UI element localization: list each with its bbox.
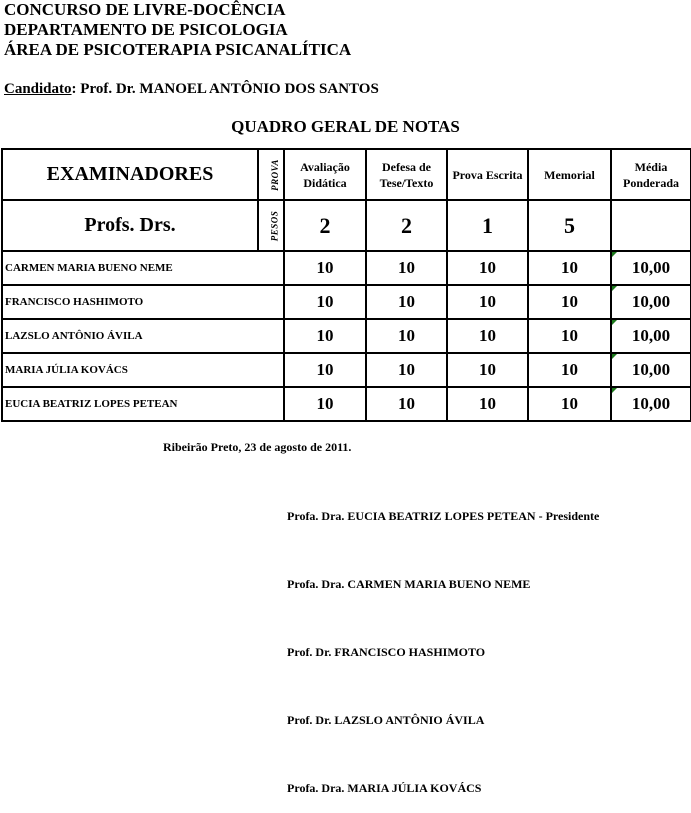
examinadores-header: EXAMINADORES [2,149,258,200]
media-cell: 10,00 [611,285,691,319]
col-header-prova-escrita: Prova Escrita [447,149,528,200]
examiner-name: CARMEN MARIA BUENO NEME [2,251,284,285]
score-cell: 10 [284,319,366,353]
score-cell: 10 [447,251,528,285]
score-cell: 10 [528,285,611,319]
score-cell: 10 [528,251,611,285]
weights-row [2,200,691,251]
profs-header: Profs. Drs. [2,200,258,251]
score-cell: 10 [366,387,447,421]
col-header-defesa: Defesa de Tese/Texto [366,149,447,200]
table-row [2,387,691,421]
score-cell: 10 [447,285,528,319]
pesos-label: PESOS [258,200,284,251]
header-line-1: CONCURSO DE LIVRE-DOCÊNCIA [4,0,286,19]
signature-line: Profa. Dra. CARMEN MARIA BUENO NEME [287,577,531,591]
media-cell: 10,00 [611,251,691,285]
media-cell: 10,00 [611,387,691,421]
place-date: Ribeirão Preto, 23 de agosto de 2011. [163,440,352,454]
score-cell: 10 [284,251,366,285]
score-cell: 10 [528,387,611,421]
table-row [2,251,691,285]
prova-label: PROVA [258,149,284,200]
header-row [2,149,691,200]
weight-avaliacao: 2 [284,200,366,251]
examiner-name: MARIA JÚLIA KOVÁCS [2,353,284,387]
candidate-line [4,81,379,98]
table-row [2,319,691,353]
score-cell: 10 [447,319,528,353]
score-cell: 10 [366,251,447,285]
col-header-memorial: Memorial [528,149,611,200]
header-line-2: DEPARTAMENTO DE PSICOLOGIA [4,20,288,39]
header-line-3: ÁREA DE PSICOTERAPIA PSICANALÍTICA [4,40,352,59]
cell-marker-icon [612,388,617,393]
candidate-label: Candidato [4,81,72,97]
table-title: QUADRO GERAL DE NOTAS [231,117,460,136]
candidate-name: : Prof. Dr. MANOEL ANTÔNIO DOS SANTOS [71,81,379,97]
signature-line: Profa. Dra. MARIA JÚLIA KOVÁCS [287,781,482,795]
grades-table [1,148,691,422]
weight-memorial: 5 [528,200,611,251]
score-cell: 10 [284,353,366,387]
cell-marker-icon [612,252,617,257]
score-cell: 10 [528,353,611,387]
table-row [2,285,691,319]
score-cell: 10 [284,285,366,319]
signature-line: Prof. Dr. LAZSLO ANTÔNIO ÁVILA [287,713,485,727]
media-cell: 10,00 [611,353,691,387]
score-cell: 10 [528,319,611,353]
weight-defesa: 2 [366,200,447,251]
examiner-name: FRANCISCO HASHIMOTO [2,285,284,319]
table-row [2,353,691,387]
score-cell: 10 [366,319,447,353]
cell-marker-icon [612,286,617,291]
score-cell: 10 [284,387,366,421]
examiner-name: LAZSLO ANTÔNIO ÁVILA [2,319,284,353]
cell-marker-icon [612,320,617,325]
score-cell: 10 [447,353,528,387]
col-header-media: Média Ponderada [611,149,691,200]
score-cell: 10 [366,353,447,387]
signature-line: Prof. Dr. FRANCISCO HASHIMOTO [287,645,486,659]
weight-prova-escrita: 1 [447,200,528,251]
examiner-name: EUCIA BEATRIZ LOPES PETEAN [2,387,284,421]
col-header-avaliacao: Avaliação Didática [284,149,366,200]
cell-marker-icon [612,354,617,359]
weight-media-empty [611,200,691,251]
score-cell: 10 [366,285,447,319]
media-cell: 10,00 [611,319,691,353]
score-cell: 10 [447,387,528,421]
signature-line: Profa. Dra. EUCIA BEATRIZ LOPES PETEAN - Presidente [287,509,600,523]
